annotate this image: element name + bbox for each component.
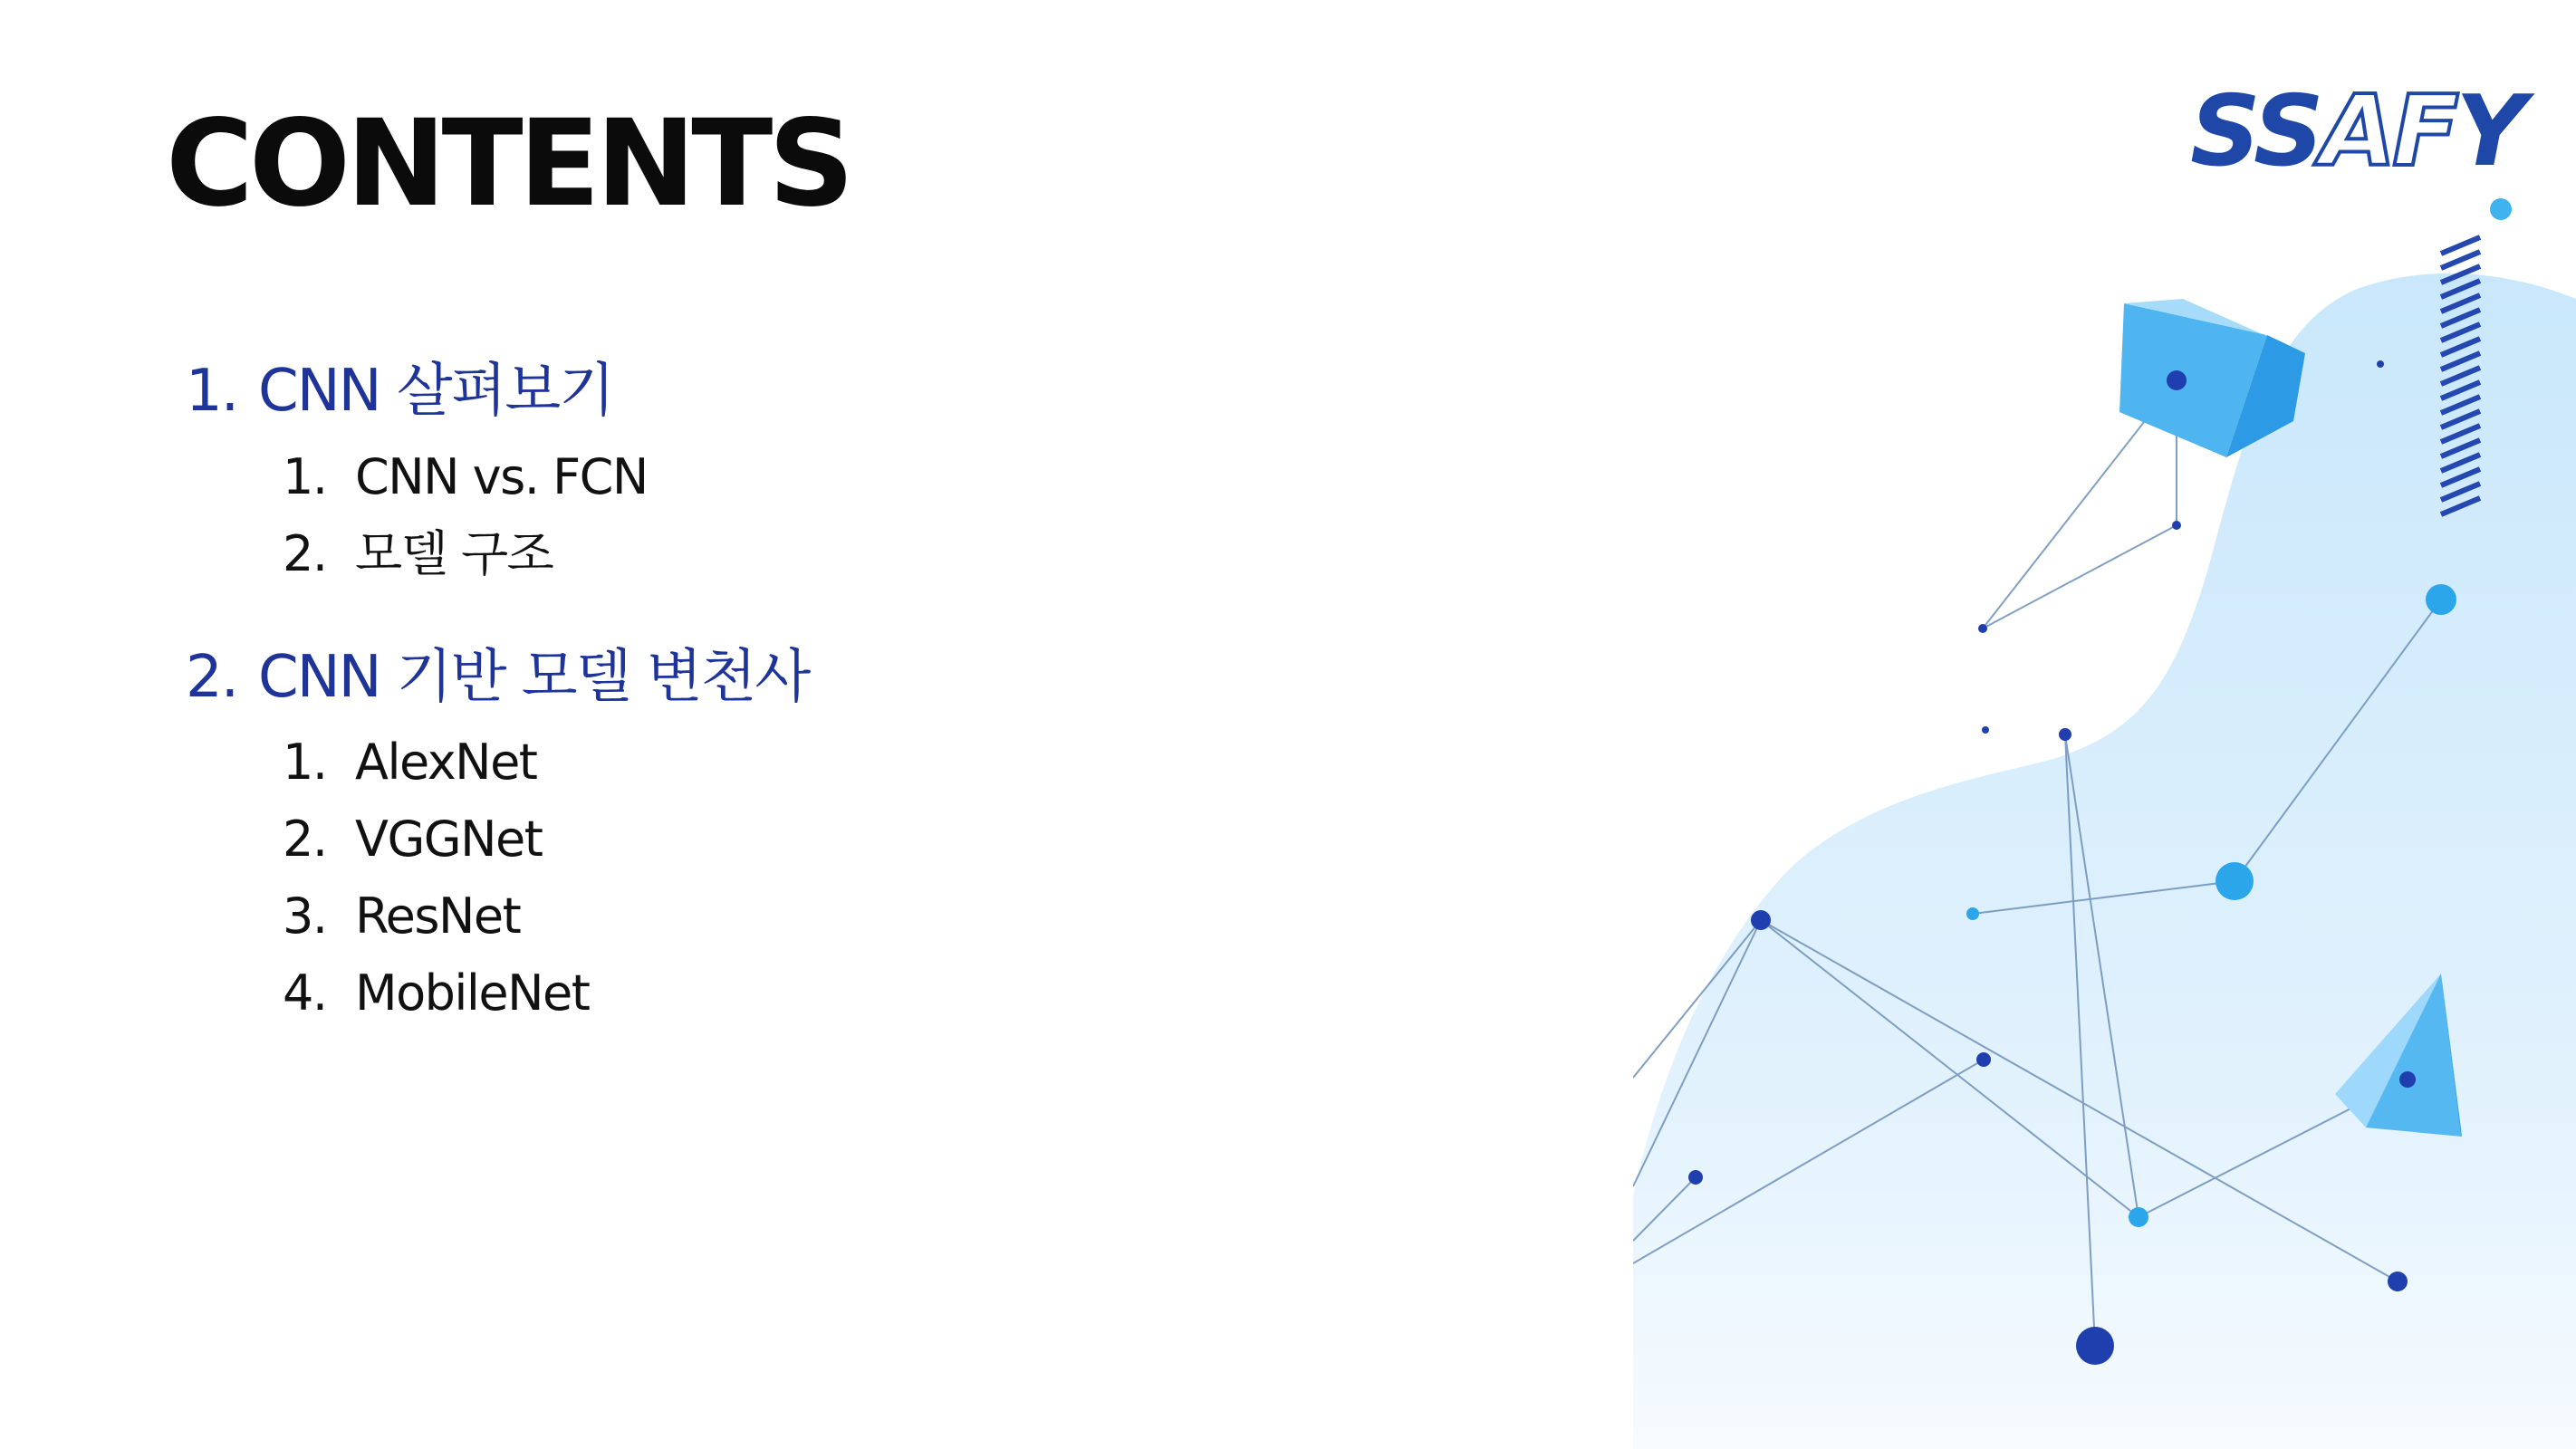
- item-number: 4.: [283, 964, 327, 1022]
- page-title: CONTENTS: [166, 94, 851, 234]
- section-number: 1.: [186, 358, 238, 425]
- item-label: MobileNet: [355, 964, 590, 1022]
- item-label: ResNet: [355, 888, 521, 945]
- item-number: 2.: [283, 811, 327, 868]
- item-number: 2.: [283, 525, 327, 582]
- item-label: CNN vs. FCN: [355, 448, 648, 505]
- item-number: 1.: [283, 448, 327, 505]
- logo-part: AF: [2320, 75, 2456, 188]
- section-label: CNN 기반 모델 변천사: [258, 644, 810, 711]
- background-blob: [1633, 273, 2576, 1449]
- item-number: 1.: [283, 734, 327, 791]
- item-label: VGGNet: [355, 811, 543, 868]
- item-label: AlexNet: [355, 734, 537, 791]
- section-label: CNN 살펴보기: [258, 358, 614, 425]
- section-number: 2.: [186, 644, 238, 711]
- logo-part: SS: [2190, 75, 2321, 188]
- logo-part: Y: [2456, 75, 2523, 188]
- item-number: 3.: [283, 888, 327, 945]
- item-label: 모델 구조: [355, 525, 553, 582]
